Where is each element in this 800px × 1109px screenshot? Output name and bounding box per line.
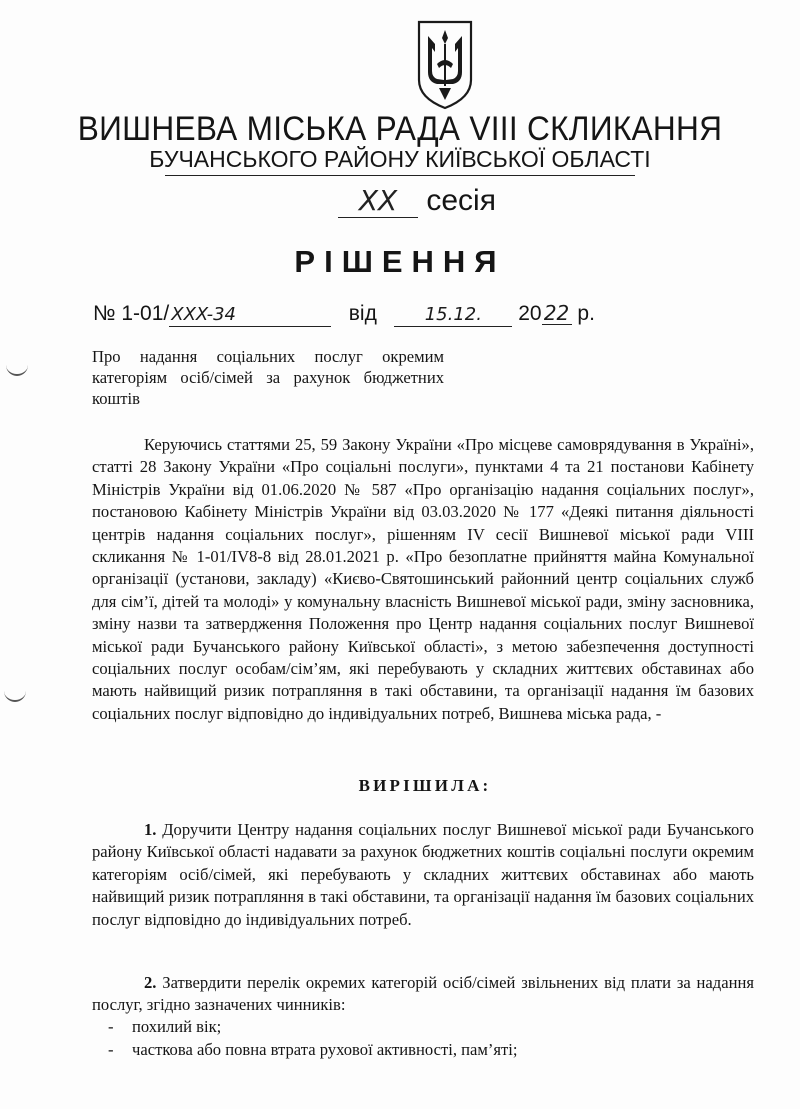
punch-hole-mark (6, 360, 28, 376)
district-underline (165, 175, 635, 176)
council-name: ВИШНЕВА МІСЬКА РАДА VIII СКЛИКАННЯ (77, 110, 723, 148)
list-item (92, 1039, 754, 1062)
document-type-heading: РІШЕННЯ (294, 244, 506, 279)
from-word: від (348, 302, 377, 325)
council-district (0, 146, 800, 176)
trident-coat-of-arms-icon (413, 16, 477, 112)
year-suffix: р. (577, 302, 595, 325)
resolved-heading: ВИРІШИЛА: (358, 776, 492, 795)
item-number: 2. (144, 973, 157, 992)
registration-line (93, 302, 595, 327)
date-handwritten: 15.12. (394, 304, 512, 327)
bullet-dash: - (108, 1039, 114, 1059)
session-number-handwritten: XX (338, 185, 418, 218)
bullet-dash: - (108, 1017, 114, 1036)
factors-list (92, 1016, 754, 1061)
registration-number-prefix: № 1-01/ (93, 302, 170, 325)
council-district-text: БУЧАНСЬКОГО РАЙОНУ КИЇВСЬКОЇ ОБЛАСТІ (149, 146, 651, 172)
session-word: сесія (426, 184, 496, 217)
factor-text: часткова або повна втрата рухової активності, пам’яті; (132, 1039, 518, 1059)
session-line (338, 184, 496, 218)
decision-item-1 (92, 819, 754, 931)
list-item (92, 1016, 754, 1039)
factor-text: похилий вік; (132, 1017, 222, 1036)
item-text: Доручити Центру надання соціальних послуг Вишневої міської ради Бучанського району Київської області надавати за рахунок бюджетних коштів соціальні послуги окремим категоріям осіб/сімей, які перебувають у складних життєвих обставинах або мають найвищий ризик потрапляння в такі обставини, та організації надання їм базових соціальних послуг відповідно до індивідуальних потреб. (92, 820, 754, 929)
punch-hole-mark (4, 686, 26, 702)
decision-item-2 (92, 972, 754, 1017)
decision-subject: Про надання соціальних послуг окремим категоріям осіб/сімей за рахунок бюджетних коштів (92, 347, 444, 408)
registration-number-handwritten: XXX-34 (169, 304, 331, 327)
year-handwritten: 22 (542, 302, 572, 325)
item-text: Затвердити перелік окремих категорій осіб/сімей звільнених від плати за надання послуг, згідно зазначених чинників: (92, 973, 754, 1015)
preamble-paragraph: Керуючись статтями 25, 59 Закону України «Про місцеве самоврядування в Україні», статті 28 Закону України «Про соціальні послуги», пунктами 4 та 21 постанови Кабінету Міністрів України від 01.06.2020 № 587 «Про організацію надання соціальних послуг», постановою Кабінету Міністрів України від 03.03.2020 № 177 «Деякі питання діяльності центрів надання соціальних послуг», рішенням IV сесії Вишневої міської ради VIII скликання № 1-01/IV8-8 від 28.01.2021 р. «Про безоплатне прийняття майна Комунальної організації (установи, закладу) «Києво-Святошинський районний центр соціальних служб для сім’ї, дітей та молоді» у комунальну власність Вишневої міської ради, зміну засновника, зміну назви та затвердження Положення про Центр надання соціальних послуг Вишневої міської ради Бучанського району Київської області», з метою забезпечення доступності соціальних послуг особам/сім’ям, які перебувають у складних життєвих обставинах або мають найвищий ризик потрапляння в такі обставини, та організації надання їм базових соціальних послуг відповідно до індивідуальних потреб, Вишнева міська рада, - (92, 435, 754, 723)
item-number: 1. (144, 820, 157, 839)
year-prefix: 20 (518, 302, 542, 325)
